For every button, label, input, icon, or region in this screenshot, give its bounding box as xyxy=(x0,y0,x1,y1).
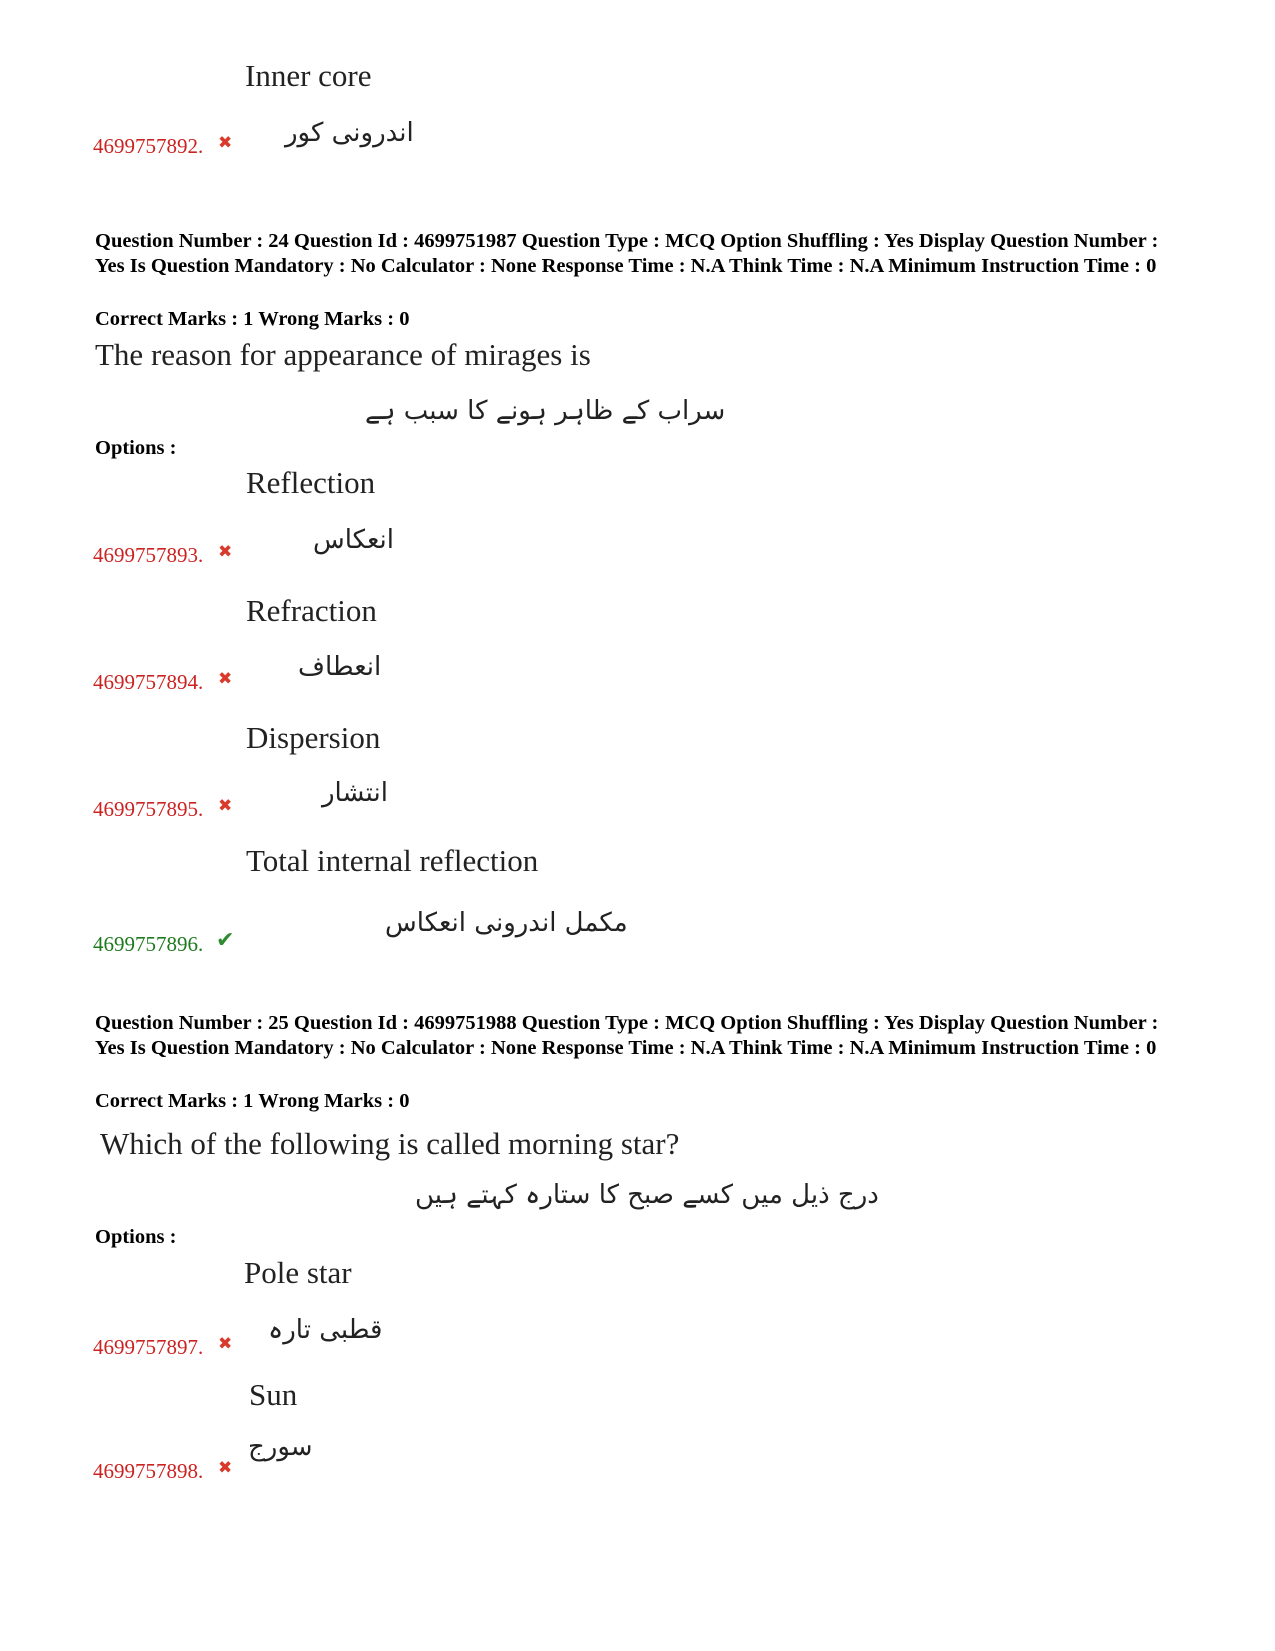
option-id: 4699757898. xyxy=(93,1459,204,1483)
option-urdu-text: مکمل اندرونی انعکاس xyxy=(385,908,628,938)
option-en-text: Refraction xyxy=(246,593,377,628)
question-24-text-en: The reason for appearance of mirages is xyxy=(95,337,591,372)
option-id: 4699757894. xyxy=(93,670,204,694)
option-urdu-text: قطبی تارہ xyxy=(268,1315,383,1345)
question-24-marks: Correct Marks : 1 Wrong Marks : 0 xyxy=(95,308,410,330)
option-en-text: Reflection xyxy=(246,465,376,500)
question-24-text-urdu: سراب کے ظاہر ہونے کا سبب ہے xyxy=(365,396,726,426)
option-en-text: Inner core xyxy=(245,58,372,93)
option-urdu-text: انعکاس xyxy=(313,525,395,555)
cross-icon: ✖ xyxy=(218,796,233,816)
option-id: 4699757895. xyxy=(93,797,204,821)
option-en-text: Total internal reflection xyxy=(246,843,539,878)
cross-icon: ✖ xyxy=(218,1334,233,1354)
option-en-text: Dispersion xyxy=(246,720,381,755)
question-25-marks: Correct Marks : 1 Wrong Marks : 0 xyxy=(95,1090,410,1112)
check-icon: ✔ xyxy=(216,928,235,953)
option-id: 4699757897. xyxy=(93,1335,204,1359)
option-en-text: Pole star xyxy=(244,1255,352,1290)
question-25-meta: Question Number : 25 Question Id : 4699751988 Question Type : MCQ Option Shuffling : Yes Display Question Number : Yes Is Question Mandatory : No Calculator : None Response Time : N.A Think Time : N.A Minimum Instruction Time : 0 xyxy=(95,1012,1159,1059)
option-urdu-text: انعطاف xyxy=(298,652,382,682)
question-25-options-label: Options : xyxy=(95,1226,177,1248)
cross-icon: ✖ xyxy=(218,669,233,689)
cross-icon: ✖ xyxy=(218,542,233,562)
option-id: 4699757892. xyxy=(93,134,204,158)
option-urdu-text: سورج xyxy=(248,1432,313,1462)
option-urdu-text: اندرونی کور xyxy=(285,118,414,148)
cross-icon: ✖ xyxy=(218,1458,233,1478)
question-25-text-en: Which of the following is called morning star? xyxy=(100,1126,680,1161)
option-urdu-text: انتشار xyxy=(322,778,388,808)
option-id: 4699757893. xyxy=(93,543,204,567)
cross-icon: ✖ xyxy=(218,133,233,153)
question-25-text-urdu: درج ذیل میں کسے صبح کا ستارہ کہتے ہیں xyxy=(415,1180,879,1210)
option-en-text: Sun xyxy=(249,1377,298,1412)
question-24-meta: Question Number : 24 Question Id : 4699751987 Question Type : MCQ Option Shuffling : Yes Display Question Number : Yes Is Question Mandatory : No Calculator : None Response Time : N.A Think Time : N.A Minimum Instruction Time : 0 xyxy=(95,230,1159,277)
option-id: 4699757896. xyxy=(93,932,204,956)
question-24-options-label: Options : xyxy=(95,437,177,459)
